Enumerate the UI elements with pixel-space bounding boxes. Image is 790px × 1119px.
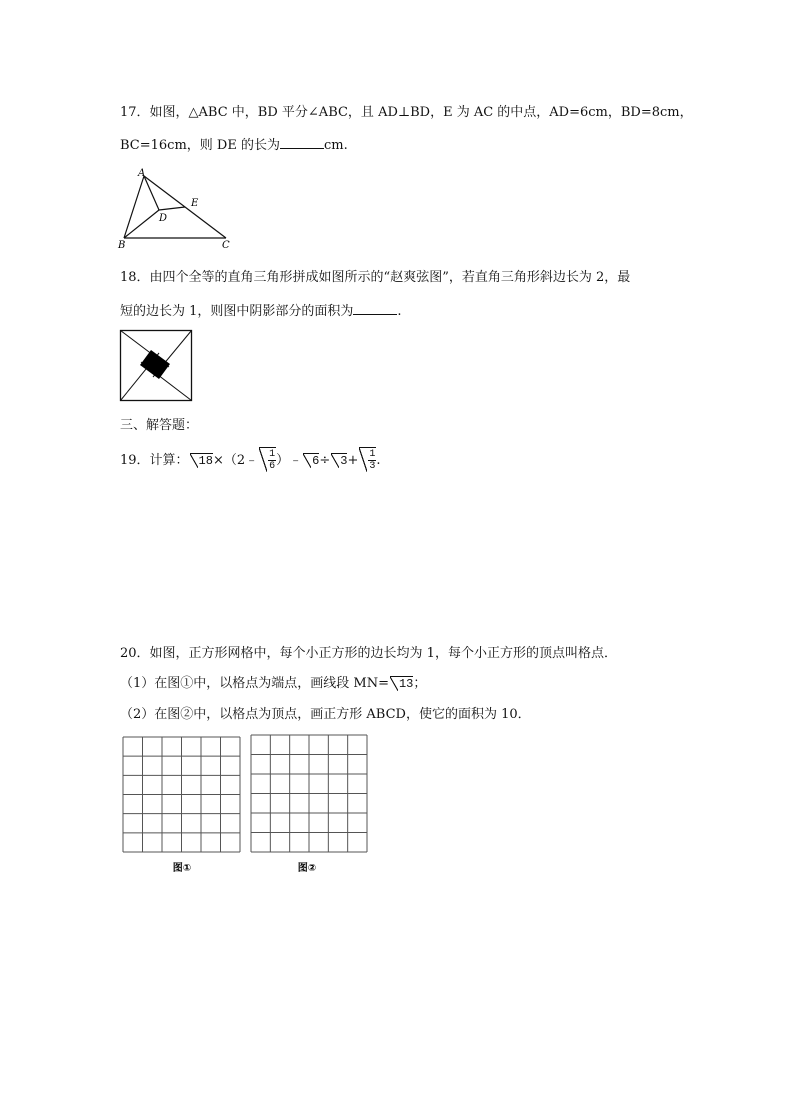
q18-line2-text: 短的边长为 1，则图中阴影部分的面积为 [120, 304, 354, 319]
q20-line3: （2）在图②中，以格点为顶点，画正方形 ABCD，使它的面积为 10． [120, 707, 531, 722]
triangle-figure [116, 166, 240, 252]
q20-line2 [120, 676, 426, 692]
vertex-label-c: C [222, 240, 230, 251]
fraction-numerator: 1 [269, 449, 276, 461]
sqrt-13: 13 [390, 676, 413, 691]
vertex-label-e: E [191, 198, 199, 209]
q20-line2-end: ； [413, 676, 427, 691]
q18-line1: 18．由四个全等的直角三角形拼成如图所示的“赵爽弦图”，若直角三角形斜边长为 2，最 [120, 270, 631, 285]
q19-end: . [376, 453, 381, 468]
q19-expression [120, 446, 381, 480]
fraction-denominator: 6 [269, 461, 276, 473]
sqrt-one-third [359, 447, 376, 472]
zhao-shuang-diagram [119, 329, 195, 403]
q17-line2-text: BC=16cm，则 DE 的长为 [120, 138, 280, 153]
grid-figure-2 [249, 733, 371, 877]
q19-after1: ）﹣ [276, 453, 303, 468]
sqrt-18: 18 [190, 453, 213, 468]
q20-line2-text: （1）在图①中，以格点为端点，画线段 MN= [120, 676, 389, 691]
q19-plus: + [347, 453, 359, 468]
q19-prefix: 19．计算： [120, 453, 189, 468]
vertex-label-d: D [159, 213, 168, 224]
q19-times: ×（2﹣ [212, 453, 259, 468]
answer-blank [353, 302, 397, 315]
q17-line1: 17．如图，△ABC 中，BD 平分∠ABC，且 AD⊥BD，E 为 AC 的中点，AD=6cm，BD=8cm， [120, 105, 693, 120]
section-title: 三、解答题： [120, 418, 199, 433]
q19-divide: ÷ [319, 453, 331, 468]
sqrt-6: 6 [303, 453, 319, 468]
q18-line2-end: . [397, 304, 402, 319]
answer-blank [280, 136, 324, 149]
sqrt-3: 3 [331, 453, 347, 468]
q17-line2 [120, 136, 348, 154]
q20-line1: 20．如图，正方形网格中，每个小正方形的边长均为 1，每个小正方形的顶点叫格点． [120, 646, 617, 661]
shaded-square [140, 350, 170, 379]
grid-caption-1: 图① [172, 863, 192, 874]
vertex-label-a: A [138, 168, 146, 179]
fraction-numerator: 1 [369, 449, 376, 461]
q18-line2 [120, 302, 402, 320]
q17-line2-unit: cm. [323, 138, 348, 153]
vertex-label-b: B [118, 240, 126, 251]
sqrt-one-sixth [259, 447, 276, 472]
fraction-denominator: 3 [369, 461, 376, 473]
grid-caption-2: 图② [297, 863, 317, 874]
grid-figure-1 [121, 735, 243, 877]
